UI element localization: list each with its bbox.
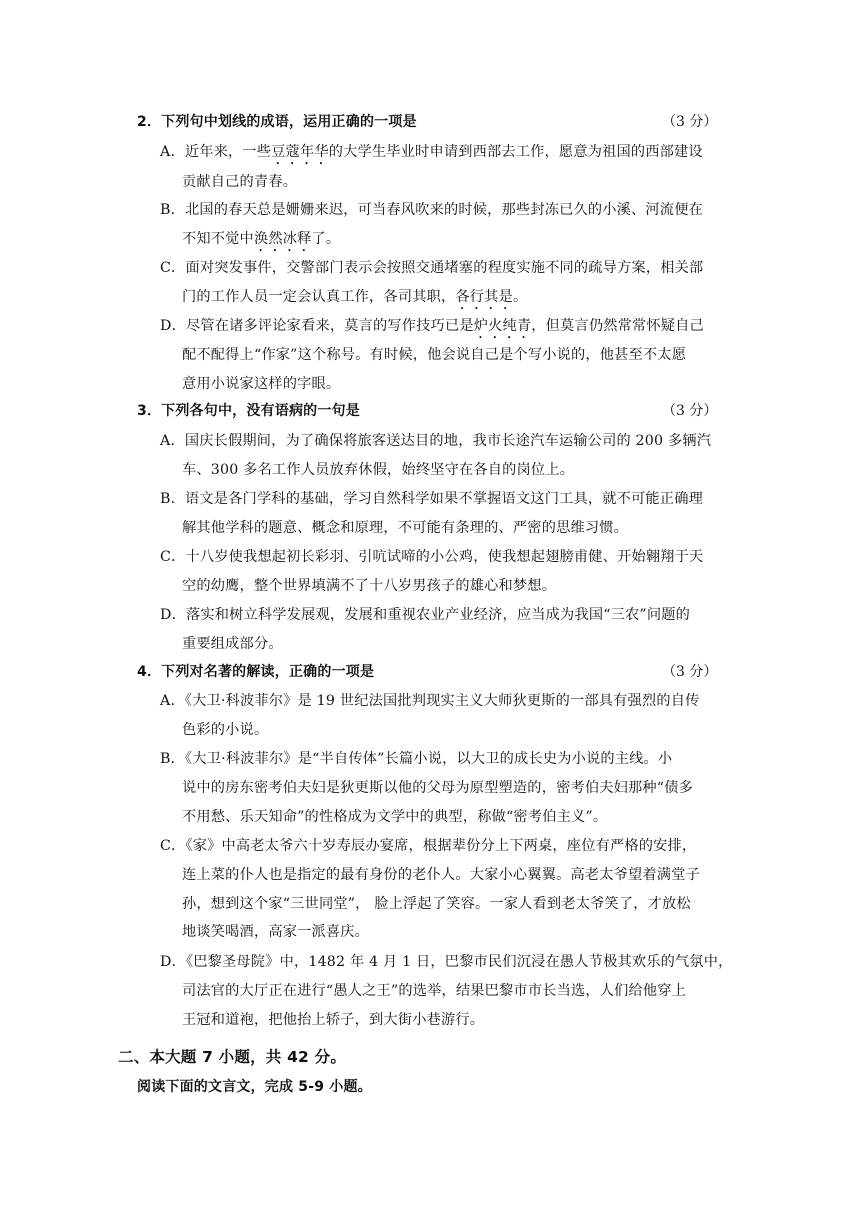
q2-option-d-idiom: 炉火纯青 [473,318,532,334]
q4-option-b-line1: B．《大卫·科波菲尔》是“半自传体”长篇小说，以大卫的成长史为小说的主线。小 [160,751,673,767]
q3-option-c-line1: C．十八岁使我想起初长彩羽、引吭试啼的小公鸡，使我想起翅膀甫健、开始翱翔于天 [160,549,704,565]
q3-option-d-line2: 重要组成部分。 [182,636,283,652]
q2-option-c-line2: 门的工作人员一定会认真工作，各司其职，各行其是。 [182,289,528,305]
q2-option-d-line1: D．尽管在诸多评论家看来，莫言的写作技巧已是炉火纯青，但莫言仍然常常怀疑自己 [160,318,704,334]
q2-option-c-idiom: 各行其是 [455,289,513,305]
q3-option-b-line2: 解其他学科的题意、概念和原理，不可能有条理的、严密的思维习惯。 [182,520,629,536]
q3-option-c-line2: 空的幼鹰，整个世界填满不了十八岁男孩子的雄心和梦想。 [182,578,557,594]
q4-option-d-line2: 司法官的大厅正在进行“愚人之王”的选举，结果巴黎市市长当选，人们给他穿上 [182,983,687,999]
q2-title: 2．下列句中划线的成语，运用正确的一项是 [137,114,417,130]
q3-option-a-line2: 车、300 多名工作人员放弃休假，始终坚守在各自的岗位上。 [182,462,575,478]
q2-option-d-line2: 配不配得上“作家”这个称号。有时候，他会说自己是个写小说的，他甚至不太愿 [182,347,687,363]
q3-option-a-line1: A．国庆长假期间，为了确保将旅客送达目的地，我市长途汽车运输公司的 200 多辆汽 [160,433,712,449]
section-2-intro: 阅读下面的文言文，完成 5-9 小题。 [137,1079,372,1095]
q4-option-c-line4: 地谈笑喝酒，高家一派喜庆。 [182,924,370,940]
q2-option-b-idiom: 涣然冰释 [253,231,312,247]
q4-score: （3 分） [662,664,718,680]
q2-score: （3 分） [662,114,718,130]
q4-option-c-line2: 连上菜的仆人也是指定的最有身份的老仆人。大家小心翼翼。高老太爷望着满堂子 [182,867,700,883]
q2-option-b-line1: B．北国的春天总是姗姗来迟，可当春风吹来的时候，那些封冻已久的小溪、河流便在 [160,202,703,218]
q4-option-c-line1: C．《家》中高老太爷六十岁寿辰办宴席，根据辈份分上下两桌，座位有严格的安排， [160,838,697,854]
q2-option-a-idiom: 豆蔻年华 [271,144,329,160]
q4-title: 4．下列对名著的解读，正确的一项是 [137,664,375,680]
q4-option-d-line3: 王冠和道袍，把他抬上轿子，到大街小巷游行。 [182,1012,485,1028]
q2-option-c-line1: C．面对突发事件，交警部门表示会按照交通堵塞的程度实施不同的疏导方案，相关部 [160,260,704,276]
q4-option-a-line1: A．《大卫·科波菲尔》是 19 世纪法国批判现实主义大师狄更斯的一部具有强烈的自传 [160,693,700,709]
q3-option-b-line1: B．语文是各门学科的基础，学习自然科学如果不掌握语文这门工具，就不可能正确理 [160,491,703,507]
q2-option-a-line2: 贡献自己的青春。 [182,174,298,190]
q4-option-b-line3: 不用愁、乐天知命”的性格成为文学中的典型，称做“密考伯主义”。 [182,809,608,825]
q3-title: 3．下列各句中，没有语病的一句是 [137,403,360,419]
q2-option-a-line1: A．近年来，一些豆蔻年华的大学生毕业时申请到西部去工作，愿意为祖国的西部建设 [160,144,703,160]
q2-option-d-line3: 意用小说家这样的字眼。 [182,376,341,392]
q4-option-a-line2: 色彩的小说。 [182,722,269,738]
q3-option-d-line1: D．落实和树立科学发展观，发展和重视农业产业经济，应当成为我国“三农”问题的 [160,607,691,623]
q4-option-d-line1: D．《巴黎圣母院》中，1482 年 4 月 1 日，巴黎市民们沉浸在愚人节极其欢乐的气氛中， [160,954,733,970]
q3-score: （3 分） [662,403,718,419]
q2-option-b-line2: 不知不觉中涣然冰释了。 [182,231,341,247]
q4-option-b-line2: 说中的房东密考伯夫妇是狄更斯以他的父母为原型塑造的，密考伯夫妇那种“债多 [182,780,694,796]
section-2-title: 二、本大题 7 小题，共 42 分。 [118,1048,347,1066]
q4-option-c-line3: 孙，想到这个家“三世同堂”， 脸上浮起了笑容。一家人看到老太爷笑了，才放松 [182,896,691,912]
